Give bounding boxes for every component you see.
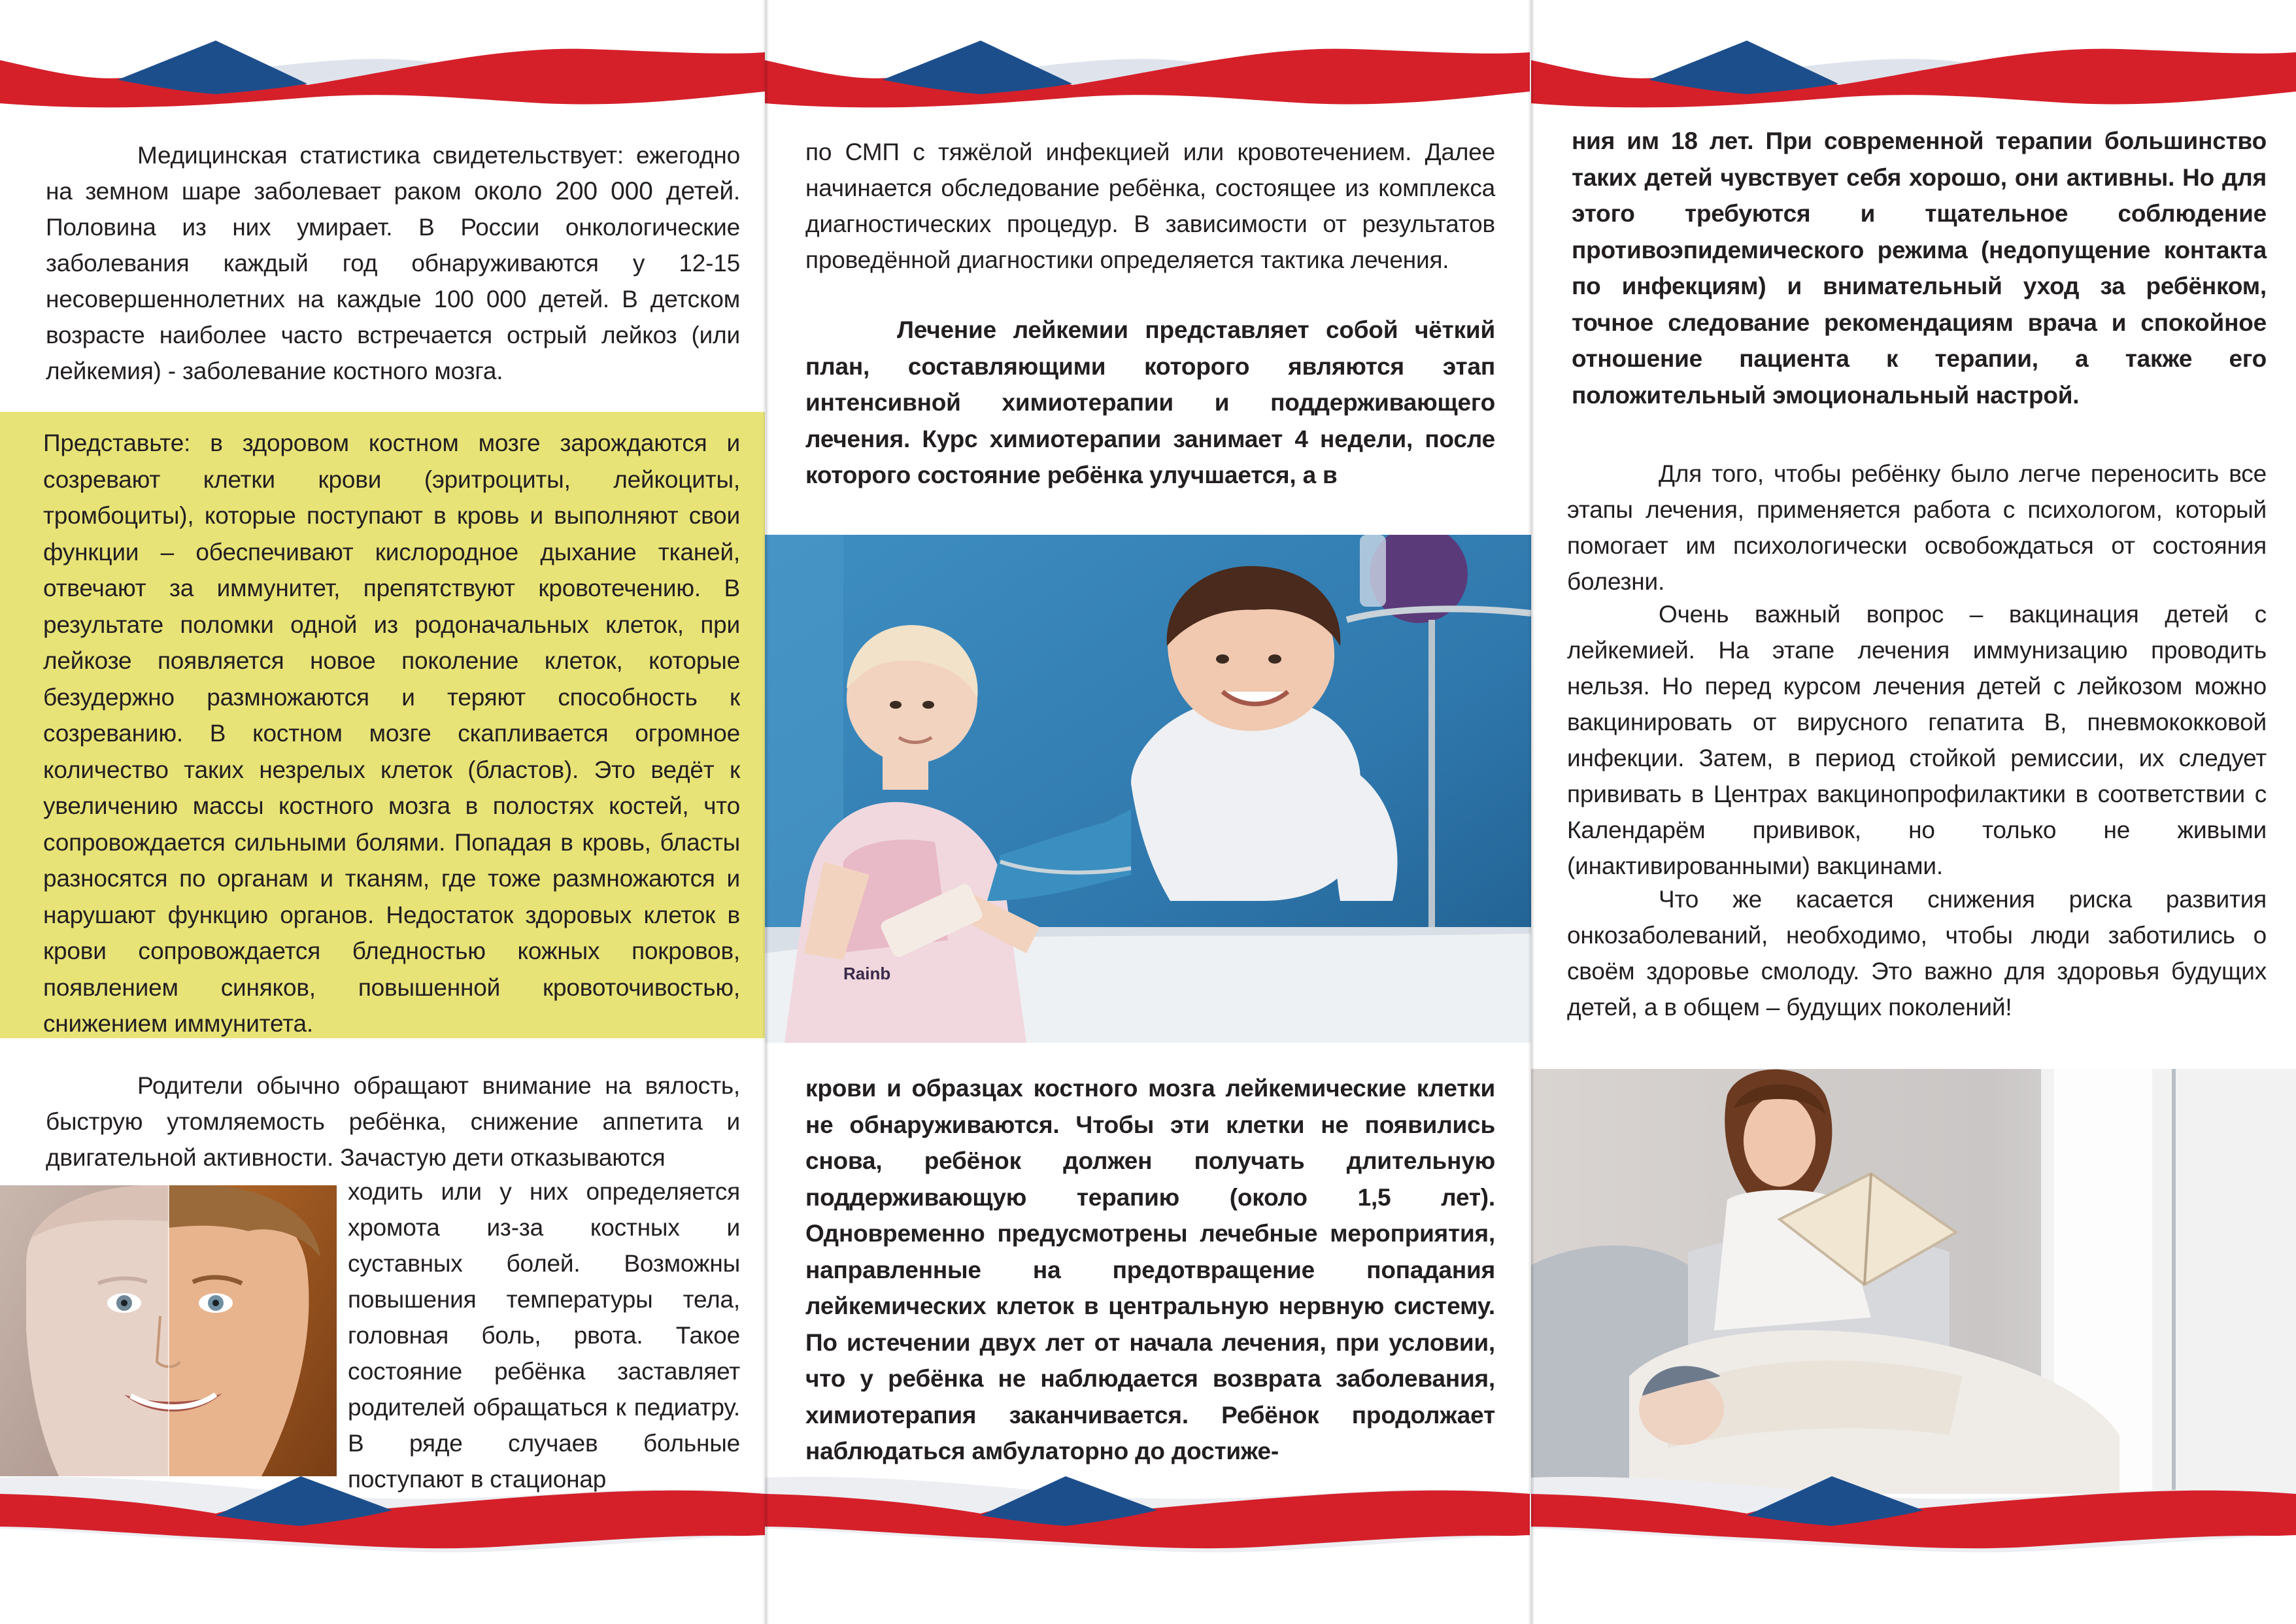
intro-paragraph	[46, 137, 740, 389]
child-portrait-photo	[0, 1185, 337, 1476]
psychologist-paragraph: Для того, чтобы ребёнку было легче переносить все этапы лечения, применяется работа с психологом, который помогает им психологически освобождаться от состояния болезни.	[1567, 460, 2267, 595]
decorative-wave-bottom	[765, 1464, 1530, 1624]
fold-line-1	[762, 0, 769, 1624]
panel-left	[0, 0, 765, 1624]
prevention-paragraph: Что же касается снижения риска развития онкозаболеваний, необходимо, чтобы люди заботились о своём здоровье смолоду. Это важно для здоровья будущих детей, а в общем – будущих поколений!	[1567, 886, 2267, 1021]
parents-paragraph-wrap: ходить или у них определяется хромота из-за костных и суставных болей. Возможны повышения температуры тела, головная боль, рвота. Такое состояние ребёнка заставляет родителей обращаться к педиатру. В ряде случаев больные поступают в стационар	[348, 1178, 740, 1493]
parents-paragraph: Родители обычно обращают внимание на вялость, быструю утомляемость ребёнка, снижение аппетита и двигательной активности. Зачастую дети отказываются	[46, 1072, 740, 1171]
panel-right	[1531, 0, 2296, 1624]
decorative-wave-top	[0, 26, 765, 124]
children-playing-photo	[765, 535, 1531, 1043]
fold-line-2	[1528, 0, 1534, 1624]
intro-text: Медицинская статистика свидетельствует: ежегодно на земном шаре заболевает раком	[46, 142, 740, 205]
bone-marrow-paragraph: Представьте: в здоровом костном мозге зарождаются и созревают клетки крови (эритроциты, лейкоциты, тромбоциты), которые поступают в кровь и выполняют свои функции – обеспечивают кислородное дыхание тканей, отвечают за иммунитет, препятствуют кровотечению. В результате поломки одной из родоначальных клеток, при лейкозе появляется новое поколение клеток, которые безудержно размножаются и теряют способность к созреванию. В костном мозге скапливается огромное количество таких незрелых клеток (бластов). Это ведёт к увеличению массы костного мозга в полостях костей, что сопровождается сильными болями. Попадая в кровь, бласты разносятся по органам и тканям, где тоже размножаются и нарушают функцию органов. Недостаток здоровых клеток в крови сопровождается бледностью кожных покровов, появлением синяков, повышенной кровоточивостью, снижением иммунитета.	[43, 430, 740, 1037]
remission-paragraph: крови и образцах костного мозга лейкемические клетки не обнаруживаются. Чтобы эти клетки не появились снова, ребёнок должен получать длительную поддерживающую терапию (около 1,5 лет). Одновременно предусмотрены лечебные мероприятия, направленные на предотвращение попадания лейкемических клеток в центральную нервную систему. По истечении двух лет от начала лечения, при условии, что у ребёнка не наблюдается возврата заболевания, химиотерапия заканчивается. Ребёнок продолжает наблюдаться амбулаторно до достиже-	[805, 1075, 1495, 1464]
mother-reading-photo	[1531, 1069, 2296, 1494]
vaccination-paragraph: Очень важный вопрос – вакцинация детей с лейкемией. На этапе лечения иммунизацию проводить нельзя. Но перед курсом лечения детей с лейкозом можно вакцинировать от вирусного гепатита В, пневмококковой инфекции. Затем, в период стойкой ремиссии, их следует прививать в Центрах вакцинопрофилактики в соответствии с Календарём прививок, но только не живыми (инактивированными) вакцинами.	[1567, 601, 2267, 879]
decorative-wave-bottom	[1531, 1464, 2296, 1624]
panel-middle	[765, 0, 1530, 1624]
quality-of-life-paragraph: ния им 18 лет. При современной терапии большинство таких детей чувствует себя хорошо, они активны. Но для этого требуются и тщательное соблюдение противоэпидемического режима (недопущение контакта по инфекциям) и внимательный уход за ребёнком, точное следование рекомендациям врача и спокойное отношение пациента к терапии, а также его положительный эмоциональный настрой.	[1572, 127, 2267, 409]
children-count-highlight: около 200 000 детей	[474, 177, 734, 205]
decorative-wave-bottom	[0, 1464, 765, 1624]
intro-text-continued: . Половина из них умирает. В России онкологические заболевания каждый год обнаруживаются у 12-15 несовершеннолетних на каждые 100 000 детей. В детском возрасте наиболее часто встречается острый лейкоз (или лейкемия) - заболевание костного мозга.	[46, 178, 740, 384]
shirt-print-text: Rainb	[843, 964, 891, 983]
treatment-paragraph: Лечение лейкемии представляет собой чёткий план, составляющими которого являются этап интенсивной химиотерапии и поддерживающего лечения. Курс химиотерапии занимает 4 недели, после которого состояние ребёнка улучшается, а в	[805, 316, 1495, 488]
decorative-wave-top	[1531, 26, 2296, 124]
decorative-wave-top	[765, 26, 1530, 124]
diagnosis-paragraph: по СМП с тяжёлой инфекцией или кровотечением. Далее начинается обследование ребёнка, состоящее из комплекса диагностических процедур. В зависимости от результатов проведённой диагностики определяется тактика лечения.	[805, 139, 1495, 273]
